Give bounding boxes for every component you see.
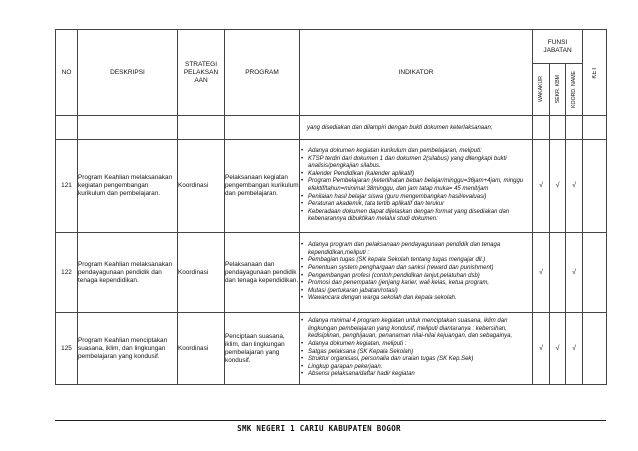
indicator-item: • Struktur organisasi, personalia dan uraian tugas (SK Kep.Sek) [300, 356, 532, 364]
header-program: PROGRAM [225, 30, 300, 116]
indicator-item: • Peraturan akademik, tata tertib aplikatif dan terukur [300, 201, 532, 209]
table-row [56, 233, 607, 313]
indicator-item: • Mutasi (pertukaran jabatan/rotasi) [300, 288, 532, 296]
row-strategi: Koordinasi [178, 313, 225, 385]
row-no: 122 [56, 233, 78, 313]
header-jabatan-sekr: SEKR. KBM [554, 75, 561, 104]
indicator-item: • Satgas pelaksana (SK Kepala Sekolah) [300, 349, 532, 357]
check-mark: √ [566, 140, 583, 233]
header-ket-cell [583, 30, 607, 116]
header-jabatan-wakakur: WAKAKUR [538, 76, 544, 103]
indicator-item: • Program Pembelajaran (keterlihatan beban belajar/minggu=36jam+4jam, minggu efektif/tahun=minimal 38minggu, dan jam tatap muka= 45 menit/jam [300, 178, 532, 193]
row-program: Penciptaan suasana, iklim, dan lingkungan pembelajaran yang kondusif. [225, 313, 300, 385]
indicator-item: • KTSP terdiri dari dokumen 1 dan dokumen 2(silabus) yang dilengkapi bukti analisis/pengkajian silabus. [300, 156, 532, 171]
row-program: Pelaksanaan kegiatan pengembangan kurikulum dan pembelajaran. [225, 140, 300, 233]
row-indicators [300, 140, 533, 233]
header-indikator: INDIKATOR [300, 30, 533, 116]
indicator-list [300, 148, 532, 224]
indicator-item: • Lingkup garapan pekerjaan. [300, 364, 532, 372]
check-mark: √ [550, 140, 566, 233]
check-mark: √ [533, 233, 550, 313]
check-mark: √ [533, 140, 550, 233]
indicator-item: • Penilaian hasil belajar siswa (guru mengembangkan hasil/evaluasi) [300, 194, 532, 202]
header-jabatan-koord-cell [566, 64, 583, 116]
header-jabatan-wakakur-cell [533, 64, 550, 116]
header-fungsi-jabatan: FUNSI JABATAN [533, 30, 583, 64]
indicator-list [300, 318, 532, 379]
row-indicators [300, 233, 533, 313]
indicator-item: • Penentuan system penghargaan dan sanksi (reward dan punishment) [300, 265, 532, 273]
footer-divider [55, 420, 606, 421]
indicator-item: • Adanya minimal 4 program kegiatan untuk menciptakan suasana, iklim dan lingkungan pembelajaran yang kondusif, meliputi diantaranya : kebersihan, kedisiplinan, penghijauan, penanaman nilai-nilai kejuangan, dan sebagainya, [300, 318, 532, 341]
row-no: 121 [56, 140, 78, 233]
indicator-item: • Promosi dan penempatan (jenjang karier, wali kelas, ketua program, [300, 280, 532, 288]
footer-school-name: SMK NEGERI 1 CARIU KABUPATEN BOGOR [237, 424, 401, 433]
header-jabatan-koord: KOORD. NAME [571, 71, 578, 108]
row-strategi: Koordinasi [178, 233, 225, 313]
row-deskripsi: Program Keahlian melaksanakan kegiatan pengembangan kurikulum dan pembelajaran. [78, 140, 178, 233]
header-deskripsi: DESKRIPSI [78, 30, 178, 116]
row-deskripsi: Program Keahlian menciptakan suasana, iklim, dan lingkungan pembelajaran yang kondusif. [78, 313, 178, 385]
check-mark: √ [533, 313, 550, 385]
row-no: 125 [56, 313, 78, 385]
row-deskripsi: Program Keahlian melaksanakan pendayagunaan pendidik dan tenaga kependidikan. [78, 233, 178, 313]
row-program: Pelaksanaan dan pendayagunaan pendidik dan tenaga kependidikan. [225, 233, 300, 313]
check-mark [550, 233, 566, 313]
indicator-item: • Adanya dokumen kegiatan kurikulum dan pembelajaran, meliputi: [300, 148, 532, 156]
indicator-list [300, 242, 532, 303]
row-strategi: Koordinasi [178, 140, 225, 233]
header-ket: KET [591, 66, 598, 79]
carry-over-indicator: yang disediakan dan dilampiri dengan bukti dokumen keterlaksanaan; [307, 124, 493, 131]
indicator-item: • Adanya dokumen kegiatan, meliputi : [300, 341, 532, 349]
indicator-item: • Wawancara dengan warga sekolah dan kepala sekolah. [300, 295, 532, 303]
indicator-item: • Absensi pelaksana/daftar hadir kegiatan [300, 371, 532, 379]
indicator-item: • Kalender Pendidikan (kalender aplikatif) [300, 171, 532, 179]
header-strategi: STRATEGI PELAKSAN AAN [178, 30, 225, 116]
program-table [55, 29, 607, 385]
table-row [56, 313, 607, 385]
check-mark: √ [566, 313, 583, 385]
indicator-item: • Keberadaan dokumen dapat dijelaskan dengan format yang disediakan dan kebenarannya dibuktikan melalui studi dokumen: [300, 209, 532, 224]
header-no: NO [56, 30, 78, 116]
check-mark: √ [550, 313, 566, 385]
header-jabatan-sekr-cell [550, 64, 566, 116]
row-indicators [300, 313, 533, 385]
table-row [56, 140, 607, 233]
indicator-item: • Pengembangan profesi (contoh:pendidikan lanjut,pelatuhan dsb) [300, 273, 532, 281]
check-mark: √ [566, 233, 583, 313]
indicator-item: • Adanya program dan pelaksanaan pendayagunaan pendidik dan tenaga kependidikan,meliputi : [300, 242, 532, 257]
indicator-item: • Pembagian tugas (SK kepala Sekolah tentang tugas mengajar dll.) [300, 257, 532, 265]
table-row-carry-over [56, 116, 607, 140]
